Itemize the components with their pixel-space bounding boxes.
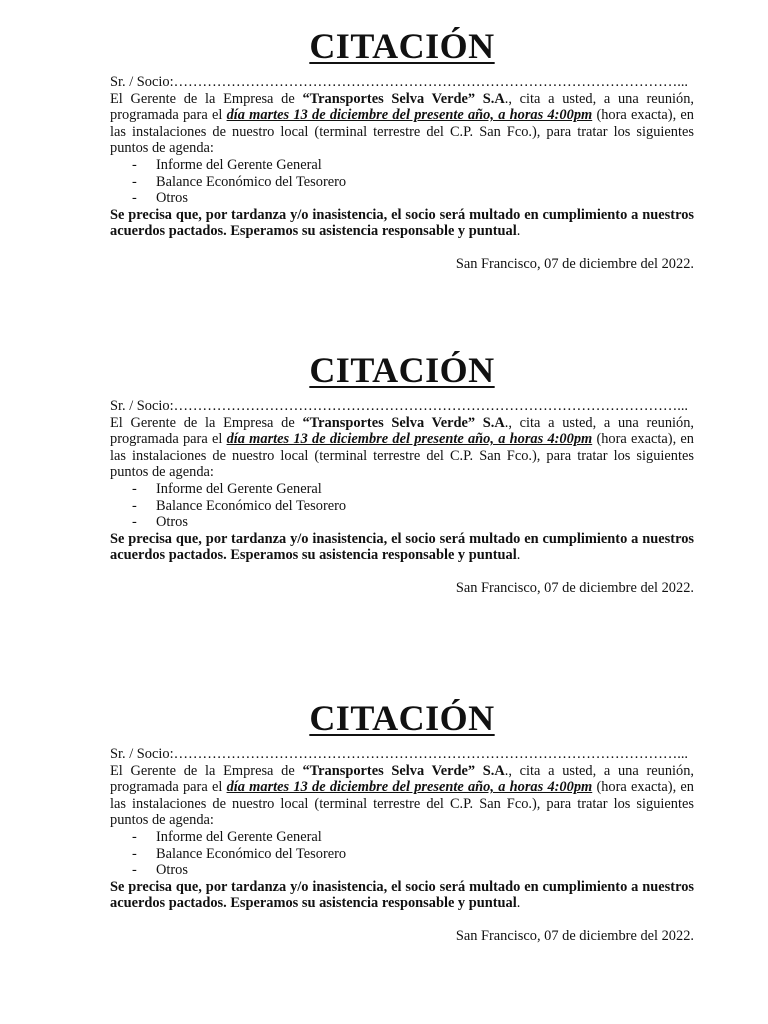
- socio-line: Sr. / Socio:……………………………………………………………………………………………...: [110, 398, 689, 414]
- intro-paragraph: [110, 763, 694, 829]
- dash-bullet: -: [132, 190, 137, 207]
- agenda-item-label: Informe del Gerente General: [156, 828, 322, 845]
- intro-mid: ., cita a usted, a una reunión, programada para el: [110, 414, 695, 448]
- citation-block-3: [110, 700, 694, 945]
- agenda-item: [132, 498, 694, 515]
- citation-block-2: [110, 352, 694, 597]
- agenda-item: [132, 829, 694, 846]
- dash-bullet: -: [132, 156, 137, 173]
- dash-bullet: -: [132, 514, 137, 531]
- agenda-list: [110, 157, 694, 207]
- company-name: “Transportes Selva Verde” S.A: [302, 762, 505, 779]
- agenda-item-label: Informe del Gerente General: [156, 156, 322, 173]
- intro-paragraph: [110, 415, 694, 481]
- agenda-item: [132, 157, 694, 174]
- place-date: San Francisco, 07 de diciembre del 2022.: [455, 579, 694, 596]
- meeting-date: día martes 13 de diciembre del presente año, a horas 4:00pm: [226, 107, 593, 124]
- agenda-item: [132, 481, 694, 498]
- company-name: “Transportes Selva Verde” S.A: [302, 90, 505, 107]
- agenda-item-label: Otros: [156, 514, 188, 531]
- agenda-item-label: Balance Económico del Tesorero: [156, 173, 347, 190]
- agenda-item-label: Otros: [156, 190, 188, 207]
- dash-bullet: -: [132, 845, 137, 862]
- notice-text: Se precisa que, por tardanza y/o inasistencia, el socio será multado en cumplimiento a nuestros acuerdos pactados. Esperamos su asistencia responsable y puntual: [110, 206, 694, 240]
- agenda-item-label: Balance Económico del Tesorero: [156, 497, 347, 514]
- notice-paragraph: [110, 207, 694, 240]
- intro-mid: ., cita a usted, a una reunión, programada para el: [110, 90, 695, 124]
- agenda-list: [110, 829, 694, 879]
- agenda-item-label: Otros: [156, 862, 188, 879]
- notice-period: .: [516, 223, 521, 240]
- company-name: “Transportes Selva Verde” S.A: [302, 414, 505, 431]
- dash-bullet: -: [132, 828, 137, 845]
- notice-text: Se precisa que, por tardanza y/o inasistencia, el socio será multado en cumplimiento a nuestros acuerdos pactados. Esperamos su asistencia responsable y puntual: [110, 878, 694, 912]
- agenda-item: [132, 190, 694, 207]
- socio-line: Sr. / Socio:……………………………………………………………………………………………...: [110, 746, 689, 762]
- notice-period: .: [516, 895, 521, 912]
- dash-bullet: -: [132, 480, 137, 497]
- agenda-item: [132, 862, 694, 879]
- agenda-item: [132, 846, 694, 863]
- meeting-date: día martes 13 de diciembre del presente año, a horas 4:00pm: [226, 431, 593, 448]
- notice-period: .: [516, 547, 521, 564]
- place-date: San Francisco, 07 de diciembre del 2022.: [455, 255, 694, 272]
- notice-paragraph: [110, 879, 694, 912]
- citation-block-1: [110, 28, 694, 273]
- agenda-item: [132, 514, 694, 531]
- notice-paragraph: [110, 531, 694, 564]
- citation-title: CITACIÓN: [309, 350, 495, 390]
- agenda-list: [110, 481, 694, 531]
- dash-bullet: -: [132, 862, 137, 879]
- socio-line: Sr. / Socio:……………………………………………………………………………………………...: [110, 74, 689, 90]
- intro-pre: El Gerente de la Empresa de: [110, 414, 303, 431]
- intro-post: (hora exacta), en las instalaciones de nuestro local (terminal terrestre del C.P. San Fco.), para tratar los siguientes puntos de agenda:: [110, 779, 694, 829]
- agenda-item: [132, 174, 694, 191]
- agenda-item-label: Informe del Gerente General: [156, 480, 322, 497]
- intro-pre: El Gerente de la Empresa de: [110, 762, 303, 779]
- dash-bullet: -: [132, 497, 137, 514]
- intro-pre: El Gerente de la Empresa de: [110, 90, 303, 107]
- notice-text: Se precisa que, por tardanza y/o inasistencia, el socio será multado en cumplimiento a nuestros acuerdos pactados. Esperamos su asistencia responsable y puntual: [110, 530, 694, 564]
- agenda-item-label: Balance Económico del Tesorero: [156, 845, 347, 862]
- intro-mid: ., cita a usted, a una reunión, programada para el: [110, 762, 695, 796]
- citation-title: CITACIÓN: [309, 26, 495, 66]
- dash-bullet: -: [132, 173, 137, 190]
- meeting-date: día martes 13 de diciembre del presente año, a horas 4:00pm: [226, 779, 593, 796]
- intro-post: (hora exacta), en las instalaciones de nuestro local (terminal terrestre del C.P. San Fco.), para tratar los siguientes puntos de agenda:: [110, 431, 694, 481]
- citation-title: CITACIÓN: [309, 698, 495, 738]
- place-date: San Francisco, 07 de diciembre del 2022.: [455, 927, 694, 944]
- intro-paragraph: [110, 91, 694, 157]
- intro-post: (hora exacta), en las instalaciones de nuestro local (terminal terrestre del C.P. San Fco.), para tratar los siguientes puntos de agenda:: [110, 107, 694, 157]
